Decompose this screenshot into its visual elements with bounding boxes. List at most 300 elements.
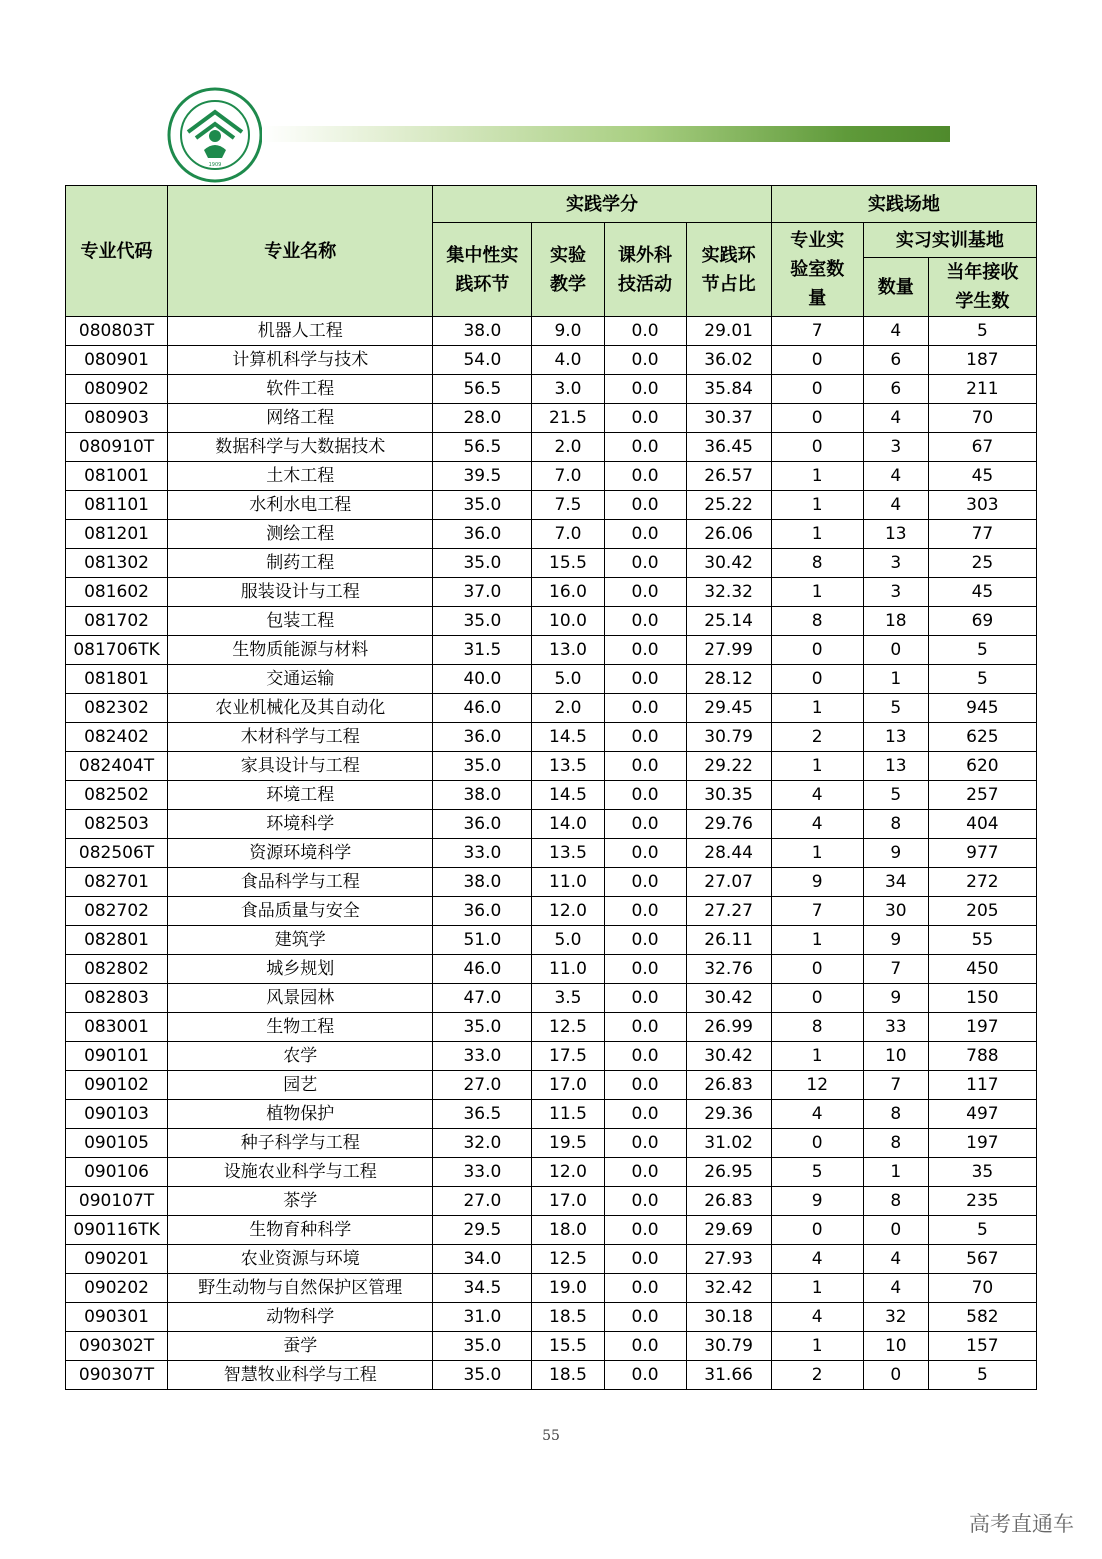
- cell-experiment: 18.0: [532, 1216, 604, 1245]
- cell-experiment: 9.0: [532, 317, 604, 346]
- cell-base-count: 8: [863, 810, 928, 839]
- cell-base-count: 4: [863, 1245, 928, 1274]
- cell-centralized: 35.0: [433, 1013, 532, 1042]
- cell-ratio: 30.79: [686, 723, 771, 752]
- cell-base-count: 8: [863, 1129, 928, 1158]
- cell-name: 服装设计与工程: [168, 578, 433, 607]
- cell-lab-count: 4: [771, 810, 863, 839]
- cell-name: 生物育种科学: [168, 1216, 433, 1245]
- table-row: [66, 1187, 1037, 1216]
- cell-name: 农业资源与环境: [168, 1245, 433, 1274]
- cell-code: 090202: [66, 1274, 168, 1303]
- cell-name: 计算机科学与技术: [168, 346, 433, 375]
- cell-base-count: 4: [863, 404, 928, 433]
- cell-code: 090102: [66, 1071, 168, 1100]
- cell-lab-count: 0: [771, 346, 863, 375]
- cell-experiment: 12.0: [532, 897, 604, 926]
- cell-extracurricular: 0.0: [604, 752, 686, 781]
- table-row: [66, 781, 1037, 810]
- cell-centralized: 34.0: [433, 1245, 532, 1274]
- cell-lab-count: 1: [771, 491, 863, 520]
- table-body: [66, 317, 1037, 1390]
- page-number: 55: [542, 1428, 560, 1444]
- cell-ratio: 29.36: [686, 1100, 771, 1129]
- cell-base-students: 45: [928, 462, 1036, 491]
- cell-centralized: 36.0: [433, 520, 532, 549]
- cell-ratio: 31.66: [686, 1361, 771, 1390]
- cell-extracurricular: 0.0: [604, 1129, 686, 1158]
- cell-extracurricular: 0.0: [604, 607, 686, 636]
- cell-experiment: 4.0: [532, 346, 604, 375]
- cell-code: 090307T: [66, 1361, 168, 1390]
- cell-ratio: 27.07: [686, 868, 771, 897]
- cell-base-count: 7: [863, 1071, 928, 1100]
- cell-base-students: 497: [928, 1100, 1036, 1129]
- cell-centralized: 35.0: [433, 1361, 532, 1390]
- cell-base-students: 211: [928, 375, 1036, 404]
- cell-code: 080803T: [66, 317, 168, 346]
- cell-lab-count: 4: [771, 1245, 863, 1274]
- cell-base-count: 5: [863, 781, 928, 810]
- cell-code: 090101: [66, 1042, 168, 1071]
- cell-base-count: 32: [863, 1303, 928, 1332]
- cell-name: 风景园林: [168, 984, 433, 1013]
- cell-code: 080902: [66, 375, 168, 404]
- cell-ratio: 30.37: [686, 404, 771, 433]
- cell-ratio: 26.99: [686, 1013, 771, 1042]
- cell-lab-count: 1: [771, 578, 863, 607]
- cell-code: 090201: [66, 1245, 168, 1274]
- table-row: [66, 607, 1037, 636]
- cell-code: 090301: [66, 1303, 168, 1332]
- cell-lab-count: 12: [771, 1071, 863, 1100]
- cell-ratio: 26.95: [686, 1158, 771, 1187]
- cell-lab-count: 1: [771, 462, 863, 491]
- cell-base-students: 117: [928, 1071, 1036, 1100]
- cell-experiment: 19.0: [532, 1274, 604, 1303]
- cell-experiment: 13.5: [532, 839, 604, 868]
- cell-name: 植物保护: [168, 1100, 433, 1129]
- cell-name: 茶学: [168, 1187, 433, 1216]
- cell-centralized: 38.0: [433, 868, 532, 897]
- cell-ratio: 25.22: [686, 491, 771, 520]
- cell-lab-count: 7: [771, 897, 863, 926]
- cell-experiment: 2.0: [532, 694, 604, 723]
- cell-centralized: 40.0: [433, 665, 532, 694]
- cell-extracurricular: 0.0: [604, 897, 686, 926]
- cell-base-count: 18: [863, 607, 928, 636]
- cell-base-students: 257: [928, 781, 1036, 810]
- cell-centralized: 35.0: [433, 1332, 532, 1361]
- cell-name: 资源环境科学: [168, 839, 433, 868]
- cell-base-students: 187: [928, 346, 1036, 375]
- header-base: 实习实训基地: [863, 223, 1036, 258]
- cell-name: 建筑学: [168, 926, 433, 955]
- cell-extracurricular: 0.0: [604, 549, 686, 578]
- cell-code: 082404T: [66, 752, 168, 781]
- cell-name: 设施农业科学与工程: [168, 1158, 433, 1187]
- cell-base-students: 45: [928, 578, 1036, 607]
- cell-base-count: 13: [863, 723, 928, 752]
- cell-extracurricular: 0.0: [604, 462, 686, 491]
- cell-centralized: 28.0: [433, 404, 532, 433]
- cell-base-students: 157: [928, 1332, 1036, 1361]
- cell-name: 动物科学: [168, 1303, 433, 1332]
- header-extracurricular: 课外科技活动: [604, 223, 686, 317]
- cell-centralized: 56.5: [433, 433, 532, 462]
- table-row: [66, 1216, 1037, 1245]
- cell-lab-count: 1: [771, 839, 863, 868]
- table-row: [66, 1245, 1037, 1274]
- cell-experiment: 21.5: [532, 404, 604, 433]
- cell-experiment: 3.5: [532, 984, 604, 1013]
- table-row: [66, 810, 1037, 839]
- header-practice-site: 实践场地: [771, 186, 1036, 223]
- svg-text:1909: 1909: [208, 162, 222, 168]
- cell-code: 081201: [66, 520, 168, 549]
- cell-extracurricular: 0.0: [604, 1071, 686, 1100]
- table-row: [66, 752, 1037, 781]
- cell-centralized: 35.0: [433, 752, 532, 781]
- cell-ratio: 29.76: [686, 810, 771, 839]
- cell-centralized: 33.0: [433, 839, 532, 868]
- cell-ratio: 30.42: [686, 984, 771, 1013]
- cell-base-students: 788: [928, 1042, 1036, 1071]
- cell-lab-count: 7: [771, 317, 863, 346]
- cell-name: 包装工程: [168, 607, 433, 636]
- cell-experiment: 7.0: [532, 462, 604, 491]
- cell-name: 制药工程: [168, 549, 433, 578]
- cell-centralized: 46.0: [433, 955, 532, 984]
- cell-extracurricular: 0.0: [604, 926, 686, 955]
- practice-credits-table: [65, 185, 1037, 1390]
- cell-experiment: 11.0: [532, 868, 604, 897]
- cell-extracurricular: 0.0: [604, 636, 686, 665]
- table-row: [66, 433, 1037, 462]
- cell-ratio: 30.79: [686, 1332, 771, 1361]
- cell-base-count: 33: [863, 1013, 928, 1042]
- cell-extracurricular: 0.0: [604, 317, 686, 346]
- cell-base-count: 10: [863, 1042, 928, 1071]
- cell-base-count: 6: [863, 375, 928, 404]
- table-row: [66, 1274, 1037, 1303]
- cell-ratio: 30.42: [686, 549, 771, 578]
- cell-code: 081001: [66, 462, 168, 491]
- cell-centralized: 27.0: [433, 1187, 532, 1216]
- cell-base-students: 404: [928, 810, 1036, 839]
- table-row: [66, 462, 1037, 491]
- cell-lab-count: 2: [771, 1361, 863, 1390]
- cell-experiment: 19.5: [532, 1129, 604, 1158]
- cell-base-students: 5: [928, 1216, 1036, 1245]
- table-row: [66, 955, 1037, 984]
- table-row: [66, 694, 1037, 723]
- table-row: [66, 839, 1037, 868]
- table-row: [66, 665, 1037, 694]
- cell-extracurricular: 0.0: [604, 984, 686, 1013]
- cell-experiment: 14.0: [532, 810, 604, 839]
- cell-ratio: 29.45: [686, 694, 771, 723]
- cell-name: 环境科学: [168, 810, 433, 839]
- cell-base-students: 70: [928, 1274, 1036, 1303]
- cell-lab-count: 1: [771, 694, 863, 723]
- cell-extracurricular: 0.0: [604, 1274, 686, 1303]
- cell-ratio: 27.99: [686, 636, 771, 665]
- cell-name: 机器人工程: [168, 317, 433, 346]
- table-row: [66, 1042, 1037, 1071]
- cell-extracurricular: 0.0: [604, 1361, 686, 1390]
- cell-experiment: 7.0: [532, 520, 604, 549]
- cell-code: 082801: [66, 926, 168, 955]
- table-row: [66, 723, 1037, 752]
- cell-lab-count: 1: [771, 752, 863, 781]
- cell-ratio: 29.69: [686, 1216, 771, 1245]
- cell-base-students: 35: [928, 1158, 1036, 1187]
- cell-name: 种子科学与工程: [168, 1129, 433, 1158]
- watermark: 高考直通车: [969, 1512, 1074, 1536]
- cell-ratio: 32.76: [686, 955, 771, 984]
- cell-ratio: 26.83: [686, 1071, 771, 1100]
- cell-extracurricular: 0.0: [604, 491, 686, 520]
- cell-code: 083001: [66, 1013, 168, 1042]
- cell-base-count: 0: [863, 1216, 928, 1245]
- cell-base-count: 30: [863, 897, 928, 926]
- cell-extracurricular: 0.0: [604, 868, 686, 897]
- cell-centralized: 38.0: [433, 781, 532, 810]
- cell-base-count: 4: [863, 462, 928, 491]
- cell-base-students: 150: [928, 984, 1036, 1013]
- cell-name: 木材科学与工程: [168, 723, 433, 752]
- cell-ratio: 26.11: [686, 926, 771, 955]
- cell-name: 网络工程: [168, 404, 433, 433]
- header-decoration-bar: [262, 126, 950, 142]
- cell-extracurricular: 0.0: [604, 375, 686, 404]
- cell-centralized: 34.5: [433, 1274, 532, 1303]
- cell-base-count: 4: [863, 1274, 928, 1303]
- table-row: [66, 1361, 1037, 1390]
- cell-base-students: 303: [928, 491, 1036, 520]
- cell-base-count: 3: [863, 578, 928, 607]
- cell-lab-count: 1: [771, 926, 863, 955]
- cell-code: 080903: [66, 404, 168, 433]
- cell-centralized: 31.5: [433, 636, 532, 665]
- cell-base-count: 3: [863, 549, 928, 578]
- cell-name: 农学: [168, 1042, 433, 1071]
- cell-base-students: 67: [928, 433, 1036, 462]
- cell-extracurricular: 0.0: [604, 1216, 686, 1245]
- cell-base-count: 10: [863, 1332, 928, 1361]
- cell-lab-count: 0: [771, 636, 863, 665]
- cell-centralized: 33.0: [433, 1158, 532, 1187]
- cell-ratio: 35.84: [686, 375, 771, 404]
- header-base-count: 数量: [863, 258, 928, 317]
- university-logo: [166, 86, 264, 184]
- cell-centralized: 47.0: [433, 984, 532, 1013]
- cell-base-students: 945: [928, 694, 1036, 723]
- cell-ratio: 26.57: [686, 462, 771, 491]
- cell-code: 090103: [66, 1100, 168, 1129]
- cell-base-students: 235: [928, 1187, 1036, 1216]
- cell-extracurricular: 0.0: [604, 520, 686, 549]
- cell-experiment: 12.5: [532, 1245, 604, 1274]
- cell-base-count: 1: [863, 1158, 928, 1187]
- cell-code: 081801: [66, 665, 168, 694]
- cell-lab-count: 0: [771, 433, 863, 462]
- cell-name: 家具设计与工程: [168, 752, 433, 781]
- cell-base-students: 55: [928, 926, 1036, 955]
- cell-experiment: 17.0: [532, 1071, 604, 1100]
- cell-experiment: 13.5: [532, 752, 604, 781]
- cell-code: 082506T: [66, 839, 168, 868]
- cell-base-students: 450: [928, 955, 1036, 984]
- cell-base-students: 205: [928, 897, 1036, 926]
- cell-experiment: 16.0: [532, 578, 604, 607]
- cell-name: 园艺: [168, 1071, 433, 1100]
- cell-base-count: 4: [863, 491, 928, 520]
- cell-ratio: 26.06: [686, 520, 771, 549]
- cell-code: 081302: [66, 549, 168, 578]
- cell-base-students: 625: [928, 723, 1036, 752]
- cell-extracurricular: 0.0: [604, 1332, 686, 1361]
- cell-lab-count: 0: [771, 404, 863, 433]
- cell-base-students: 5: [928, 636, 1036, 665]
- cell-experiment: 5.0: [532, 665, 604, 694]
- cell-code: 081702: [66, 607, 168, 636]
- table-row: [66, 346, 1037, 375]
- cell-ratio: 30.18: [686, 1303, 771, 1332]
- cell-centralized: 39.5: [433, 462, 532, 491]
- cell-code: 090302T: [66, 1332, 168, 1361]
- cell-base-students: 582: [928, 1303, 1036, 1332]
- cell-extracurricular: 0.0: [604, 781, 686, 810]
- cell-ratio: 28.44: [686, 839, 771, 868]
- table-row: [66, 520, 1037, 549]
- cell-lab-count: 0: [771, 1216, 863, 1245]
- cell-lab-count: 0: [771, 955, 863, 984]
- cell-base-students: 567: [928, 1245, 1036, 1274]
- cell-extracurricular: 0.0: [604, 839, 686, 868]
- header-centralized: 集中性实践环节: [433, 223, 532, 317]
- cell-lab-count: 9: [771, 1187, 863, 1216]
- cell-name: 水利水电工程: [168, 491, 433, 520]
- cell-ratio: 30.42: [686, 1042, 771, 1071]
- cell-code: 090106: [66, 1158, 168, 1187]
- cell-experiment: 15.5: [532, 549, 604, 578]
- table-row: [66, 1332, 1037, 1361]
- table-row: [66, 897, 1037, 926]
- cell-ratio: 32.32: [686, 578, 771, 607]
- cell-base-students: 197: [928, 1013, 1036, 1042]
- cell-extracurricular: 0.0: [604, 1158, 686, 1187]
- table-row: [66, 1303, 1037, 1332]
- cell-centralized: 36.0: [433, 897, 532, 926]
- cell-experiment: 5.0: [532, 926, 604, 955]
- cell-name: 数据科学与大数据技术: [168, 433, 433, 462]
- cell-lab-count: 8: [771, 1013, 863, 1042]
- cell-base-count: 5: [863, 694, 928, 723]
- cell-experiment: 7.5: [532, 491, 604, 520]
- cell-lab-count: 4: [771, 1100, 863, 1129]
- cell-extracurricular: 0.0: [604, 1042, 686, 1071]
- cell-extracurricular: 0.0: [604, 1303, 686, 1332]
- table-row: [66, 1129, 1037, 1158]
- cell-experiment: 12.5: [532, 1013, 604, 1042]
- cell-centralized: 35.0: [433, 607, 532, 636]
- cell-extracurricular: 0.0: [604, 665, 686, 694]
- header-practice-credits: 实践学分: [433, 186, 771, 223]
- cell-ratio: 30.35: [686, 781, 771, 810]
- cell-lab-count: 8: [771, 607, 863, 636]
- cell-base-students: 620: [928, 752, 1036, 781]
- table-row: [66, 1013, 1037, 1042]
- cell-experiment: 11.5: [532, 1100, 604, 1129]
- cell-code: 082802: [66, 955, 168, 984]
- cell-lab-count: 0: [771, 375, 863, 404]
- cell-base-students: 70: [928, 404, 1036, 433]
- cell-experiment: 12.0: [532, 1158, 604, 1187]
- cell-base-students: 5: [928, 665, 1036, 694]
- header-experiment: 实验教学: [532, 223, 604, 317]
- cell-code: 090105: [66, 1129, 168, 1158]
- header-name: 专业名称: [168, 186, 433, 317]
- table-row: [66, 1158, 1037, 1187]
- cell-ratio: 36.02: [686, 346, 771, 375]
- cell-base-count: 34: [863, 868, 928, 897]
- cell-name: 食品质量与安全: [168, 897, 433, 926]
- cell-centralized: 51.0: [433, 926, 532, 955]
- cell-lab-count: 1: [771, 1274, 863, 1303]
- cell-code: 081101: [66, 491, 168, 520]
- cell-ratio: 29.22: [686, 752, 771, 781]
- cell-lab-count: 0: [771, 1129, 863, 1158]
- header-base-students: 当年接收学生数: [928, 258, 1036, 317]
- cell-name: 测绘工程: [168, 520, 433, 549]
- cell-code: 080910T: [66, 433, 168, 462]
- cell-centralized: 54.0: [433, 346, 532, 375]
- cell-extracurricular: 0.0: [604, 578, 686, 607]
- cell-name: 交通运输: [168, 665, 433, 694]
- table-row: [66, 491, 1037, 520]
- cell-ratio: 25.14: [686, 607, 771, 636]
- cell-base-count: 8: [863, 1187, 928, 1216]
- cell-experiment: 3.0: [532, 375, 604, 404]
- table-row: [66, 549, 1037, 578]
- cell-extracurricular: 0.0: [604, 694, 686, 723]
- cell-centralized: 36.0: [433, 810, 532, 839]
- cell-experiment: 10.0: [532, 607, 604, 636]
- cell-experiment: 17.0: [532, 1187, 604, 1216]
- table-row: [66, 375, 1037, 404]
- table-row: [66, 1071, 1037, 1100]
- cell-lab-count: 1: [771, 1332, 863, 1361]
- cell-centralized: 46.0: [433, 694, 532, 723]
- cell-base-students: 197: [928, 1129, 1036, 1158]
- cell-name: 软件工程: [168, 375, 433, 404]
- cell-extracurricular: 0.0: [604, 955, 686, 984]
- cell-experiment: 18.5: [532, 1303, 604, 1332]
- cell-code: 082502: [66, 781, 168, 810]
- cell-code: 081706TK: [66, 636, 168, 665]
- cell-code: 082803: [66, 984, 168, 1013]
- cell-code: 082503: [66, 810, 168, 839]
- cell-extracurricular: 0.0: [604, 404, 686, 433]
- cell-code: 082402: [66, 723, 168, 752]
- cell-base-students: 77: [928, 520, 1036, 549]
- cell-centralized: 27.0: [433, 1071, 532, 1100]
- cell-ratio: 27.93: [686, 1245, 771, 1274]
- cell-experiment: 17.5: [532, 1042, 604, 1071]
- cell-name: 土木工程: [168, 462, 433, 491]
